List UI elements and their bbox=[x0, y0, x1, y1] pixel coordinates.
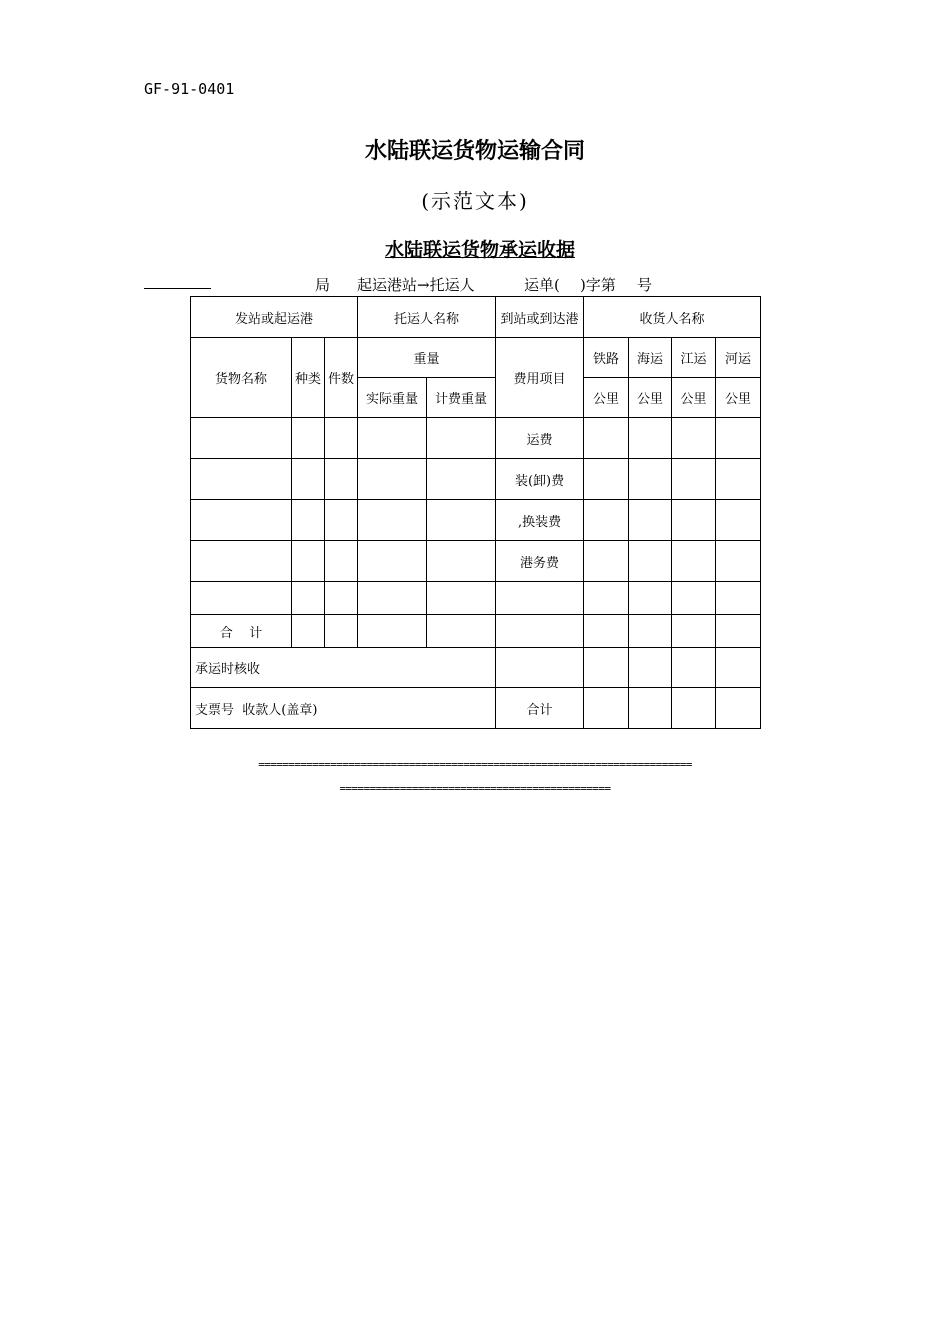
cell[interactable] bbox=[427, 582, 496, 615]
header-mode-river: 江运 bbox=[672, 338, 716, 378]
cell[interactable] bbox=[716, 418, 761, 459]
cell[interactable] bbox=[427, 459, 496, 500]
table-row bbox=[191, 418, 761, 459]
fee-transship: ,换装费 bbox=[496, 500, 584, 541]
header-actual-weight: 实际重量 bbox=[358, 378, 427, 418]
cell[interactable] bbox=[191, 541, 292, 582]
cell[interactable] bbox=[358, 541, 427, 582]
cell[interactable] bbox=[584, 500, 629, 541]
meta-bureau: 局 bbox=[315, 276, 331, 294]
cheque-label: 支票号 收款人(盖章) bbox=[191, 688, 496, 729]
cell[interactable] bbox=[716, 688, 761, 729]
cell[interactable] bbox=[584, 688, 629, 729]
cell[interactable] bbox=[325, 582, 358, 615]
cell[interactable] bbox=[584, 418, 629, 459]
header-row-1 bbox=[191, 297, 761, 338]
cell[interactable] bbox=[716, 582, 761, 615]
cell[interactable] bbox=[325, 418, 358, 459]
fee-freight: 运费 bbox=[496, 418, 584, 459]
cell[interactable] bbox=[716, 459, 761, 500]
cell[interactable] bbox=[584, 582, 629, 615]
cell[interactable] bbox=[584, 648, 629, 688]
cell[interactable] bbox=[716, 541, 761, 582]
cell[interactable] bbox=[629, 541, 672, 582]
cheque-row bbox=[191, 688, 761, 729]
cell[interactable] bbox=[427, 500, 496, 541]
cell[interactable] bbox=[358, 459, 427, 500]
header-row-2 bbox=[191, 338, 761, 378]
cell[interactable] bbox=[191, 582, 292, 615]
cell[interactable] bbox=[584, 615, 629, 648]
cell[interactable] bbox=[325, 541, 358, 582]
header-consignee: 收货人名称 bbox=[584, 297, 761, 338]
table-row bbox=[191, 500, 761, 541]
table-row bbox=[191, 582, 761, 615]
cell[interactable] bbox=[672, 500, 716, 541]
header-origin: 发站或起运港 bbox=[191, 297, 358, 338]
meta-number: 号 bbox=[637, 276, 653, 294]
cell[interactable] bbox=[292, 582, 325, 615]
cell[interactable] bbox=[716, 648, 761, 688]
cell[interactable] bbox=[496, 648, 584, 688]
header-km-rail: 公里 bbox=[584, 378, 629, 418]
table-row bbox=[191, 541, 761, 582]
separator-line-2: ============================================= bbox=[339, 782, 611, 795]
cell[interactable] bbox=[292, 541, 325, 582]
total-label: 合 计 bbox=[191, 615, 292, 648]
cell[interactable] bbox=[427, 541, 496, 582]
cell[interactable] bbox=[672, 648, 716, 688]
cell[interactable] bbox=[672, 615, 716, 648]
receipt-title-text: 水陆联运货物承运收据 bbox=[384, 239, 575, 261]
cell[interactable] bbox=[672, 418, 716, 459]
cell[interactable] bbox=[672, 541, 716, 582]
cell[interactable] bbox=[358, 615, 427, 648]
cell[interactable] bbox=[292, 615, 325, 648]
cell[interactable] bbox=[292, 459, 325, 500]
document-subtitle: (示范文本) bbox=[421, 189, 529, 213]
header-pieces: 件数 bbox=[325, 338, 358, 418]
meta-route: 起运港站→托运人 bbox=[357, 276, 475, 294]
header-mode-sea: 海运 bbox=[629, 338, 672, 378]
cell[interactable] bbox=[191, 459, 292, 500]
cell[interactable] bbox=[191, 418, 292, 459]
header-km-sea: 公里 bbox=[629, 378, 672, 418]
header-kind: 种类 bbox=[292, 338, 325, 418]
cell[interactable] bbox=[358, 500, 427, 541]
cell[interactable] bbox=[358, 582, 427, 615]
fee-loading: 装(卸)费 bbox=[496, 459, 584, 500]
check-label: 承运时核收 bbox=[191, 648, 496, 688]
cell[interactable] bbox=[325, 459, 358, 500]
meta-waybill: 运单( bbox=[524, 276, 560, 294]
cell[interactable] bbox=[672, 582, 716, 615]
check-row bbox=[191, 648, 761, 688]
header-shipper: 托运人名称 bbox=[358, 297, 496, 338]
cell[interactable] bbox=[584, 459, 629, 500]
header-destination: 到站或到达港 bbox=[496, 297, 584, 338]
cell[interactable] bbox=[292, 418, 325, 459]
cell[interactable] bbox=[584, 541, 629, 582]
cell[interactable] bbox=[629, 582, 672, 615]
cell[interactable] bbox=[496, 615, 584, 648]
header-goods-name: 货物名称 bbox=[191, 338, 292, 418]
header-mode-stream: 河运 bbox=[716, 338, 761, 378]
header-mode-rail: 铁路 bbox=[584, 338, 629, 378]
cell[interactable] bbox=[325, 500, 358, 541]
document-title: 水陆联运货物运输合同 bbox=[364, 139, 585, 164]
cell[interactable] bbox=[629, 418, 672, 459]
cell[interactable] bbox=[427, 418, 496, 459]
cell[interactable] bbox=[672, 688, 716, 729]
bureau-blank-line bbox=[144, 288, 211, 289]
cell[interactable] bbox=[629, 648, 672, 688]
cell[interactable] bbox=[629, 500, 672, 541]
cell[interactable] bbox=[629, 688, 672, 729]
cell[interactable] bbox=[672, 459, 716, 500]
receipt-title bbox=[0, 235, 950, 262]
cell[interactable] bbox=[629, 615, 672, 648]
cell[interactable] bbox=[716, 500, 761, 541]
header-km-river: 公里 bbox=[672, 378, 716, 418]
header-weight: 重量 bbox=[358, 338, 496, 378]
cell[interactable] bbox=[716, 615, 761, 648]
cell[interactable] bbox=[358, 418, 427, 459]
cell[interactable] bbox=[629, 459, 672, 500]
cell[interactable] bbox=[292, 500, 325, 541]
table-row bbox=[191, 459, 761, 500]
cell[interactable] bbox=[496, 582, 584, 615]
cell[interactable] bbox=[191, 500, 292, 541]
header-km-stream: 公里 bbox=[716, 378, 761, 418]
form-code: GF-91-0401 bbox=[144, 80, 235, 98]
receipt-table bbox=[190, 296, 761, 729]
meta-waybill-mid: )字第 bbox=[580, 276, 616, 294]
header-billed-weight: 计费重量 bbox=[427, 378, 496, 418]
header-fee-item: 费用项目 bbox=[496, 338, 584, 418]
total-row bbox=[191, 615, 761, 648]
sum-label: 合计 bbox=[496, 688, 584, 729]
separator-line-1: ======================================================================== bbox=[258, 758, 692, 771]
fee-port: 港务费 bbox=[496, 541, 584, 582]
cell[interactable] bbox=[427, 615, 496, 648]
cell[interactable] bbox=[325, 615, 358, 648]
